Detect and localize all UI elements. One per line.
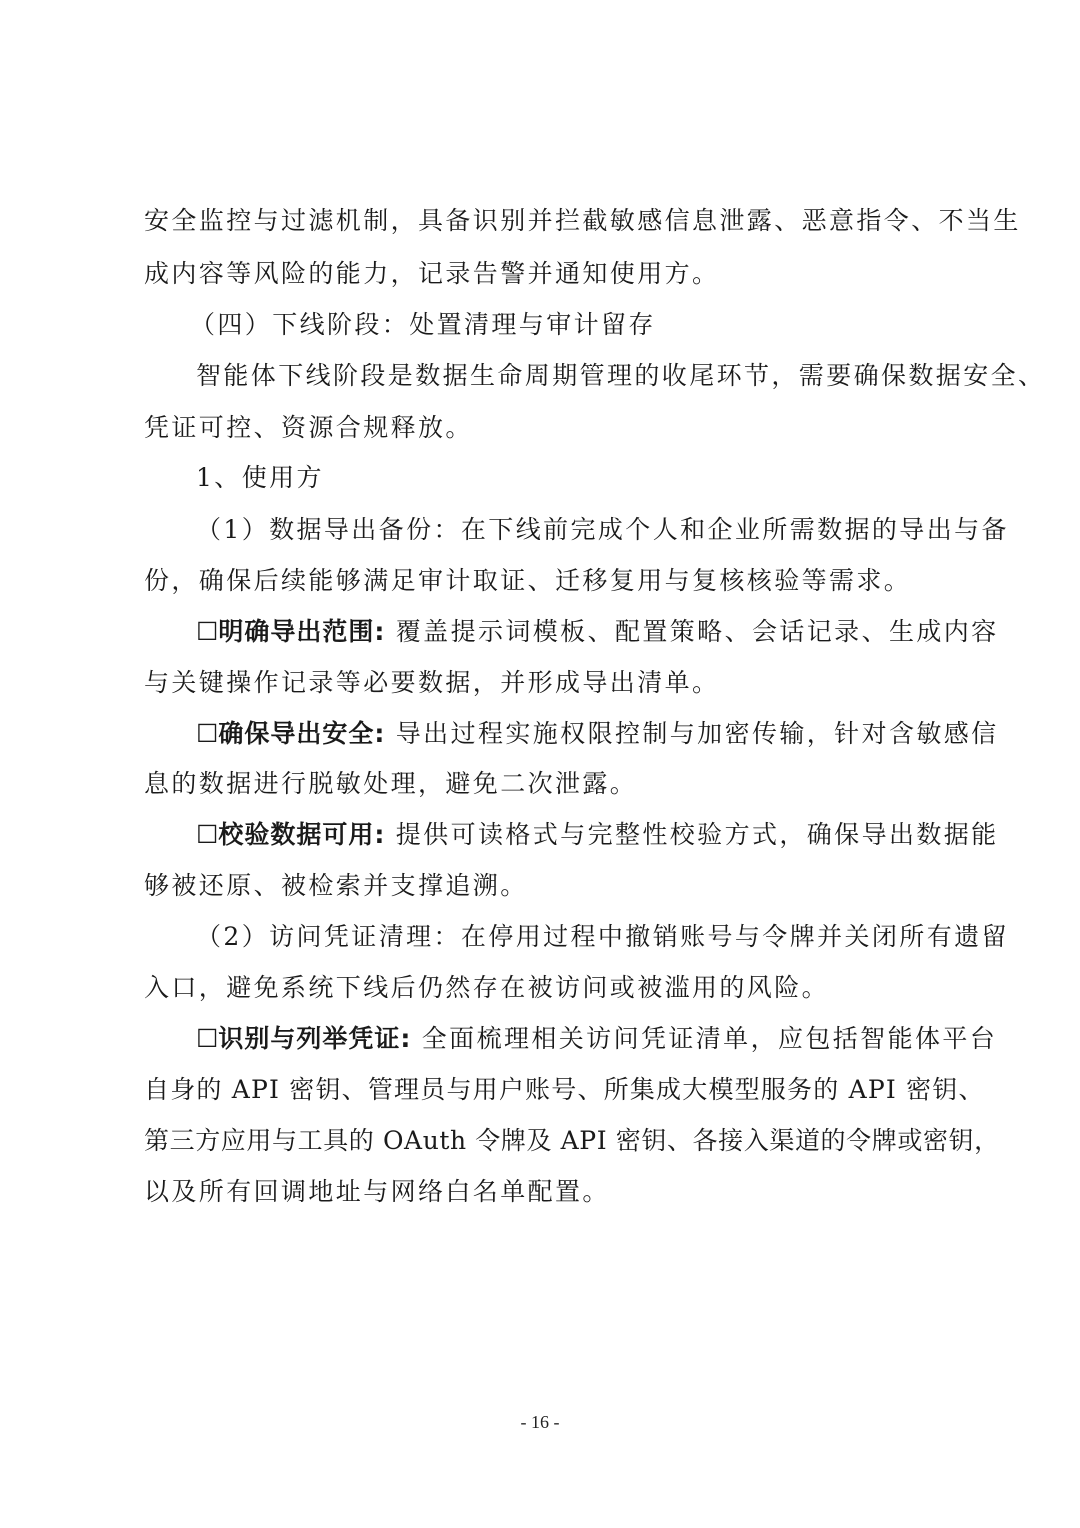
paragraph-p5-line-2: 息的数据进行脱敏处理，避免二次泄露。 — [144, 769, 638, 798]
checkbox-icon: ☐ — [196, 820, 219, 849]
checkbox-icon: ☐ — [196, 617, 219, 646]
paragraph-p7-line-1: （2）访问凭证清理：在停用过程中撤销账号与令牌并关闭所有遗留 — [196, 922, 1009, 951]
paragraph-p4-line-1 — [196, 612, 999, 652]
paragraph-p3-line-2: 份，确保后续能够满足审计取证、迁移复用与复核核验等需求。 — [144, 566, 912, 595]
bold-term: 确保导出安全: — [218, 719, 386, 748]
bold-term: 明确导出范围: — [218, 617, 386, 646]
bold-term: 识别与列举凭证: — [218, 1024, 412, 1053]
paragraph-p8-line-3: 第三方应用与工具的 OAuth 令牌及 API 密钥、各接入渠道的令牌或密钥， — [144, 1126, 1000, 1155]
paragraph-p5-line-1 — [196, 714, 999, 754]
paragraph-p8-line-1 — [196, 1019, 998, 1059]
section-heading: （四）下线阶段：处置清理与审计留存 — [190, 310, 656, 339]
paragraph-p8-text-1: 全面梳理相关访问凭证清单，应包括智能体平台 — [411, 1024, 998, 1053]
paragraph-p6-line-2: 够被还原、被检索并支撑追溯。 — [144, 871, 528, 900]
checkbox-icon: ☐ — [196, 719, 219, 748]
paragraph-p4-line-2: 与关键操作记录等必要数据，并形成导出清单。 — [144, 668, 720, 697]
page-number: - 16 - — [520, 1412, 560, 1432]
paragraph-p1-line-1: 安全监控与过滤机制，具备识别并拦截敏感信息泄露、恶意指令、不当生 — [144, 206, 1021, 235]
subsection-heading: 1、使用方 — [196, 463, 324, 492]
paragraph-p5-text-1: 导出过程实施权限控制与加密传输，针对含敏感信 — [385, 719, 999, 748]
paragraph-p4-text-1: 覆盖提示词模板、配置策略、会话记录、生成内容 — [385, 617, 999, 646]
paragraph-p8-line-2: 自身的 API 密钥、管理员与用户账号、所集成大模型服务的 API 密钥、 — [144, 1075, 985, 1104]
paragraph-p1-line-2: 成内容等风险的能力，记录告警并通知使用方。 — [144, 259, 720, 288]
paragraph-p2-line-1: 智能体下线阶段是数据生命周期管理的收尾环节，需要确保数据安全、 — [196, 361, 1046, 390]
paragraph-p2-line-2: 凭证可控、资源合规释放。 — [144, 413, 473, 442]
paragraph-p3-line-1: （1）数据导出备份：在下线前完成个人和企业所需数据的导出与备 — [196, 515, 1009, 544]
paragraph-p7-line-2: 入口，避免系统下线后仍然存在被访问或被滥用的风险。 — [144, 973, 830, 1002]
checkbox-icon: ☐ — [196, 1024, 219, 1053]
paragraph-p6-line-1 — [196, 815, 999, 855]
paragraph-p8-line-4: 以及所有回调地址与网络白名单配置。 — [144, 1177, 610, 1206]
bold-term: 校验数据可用: — [218, 820, 386, 849]
paragraph-p6-text-1: 提供可读格式与完整性校验方式，确保导出数据能 — [385, 820, 999, 849]
